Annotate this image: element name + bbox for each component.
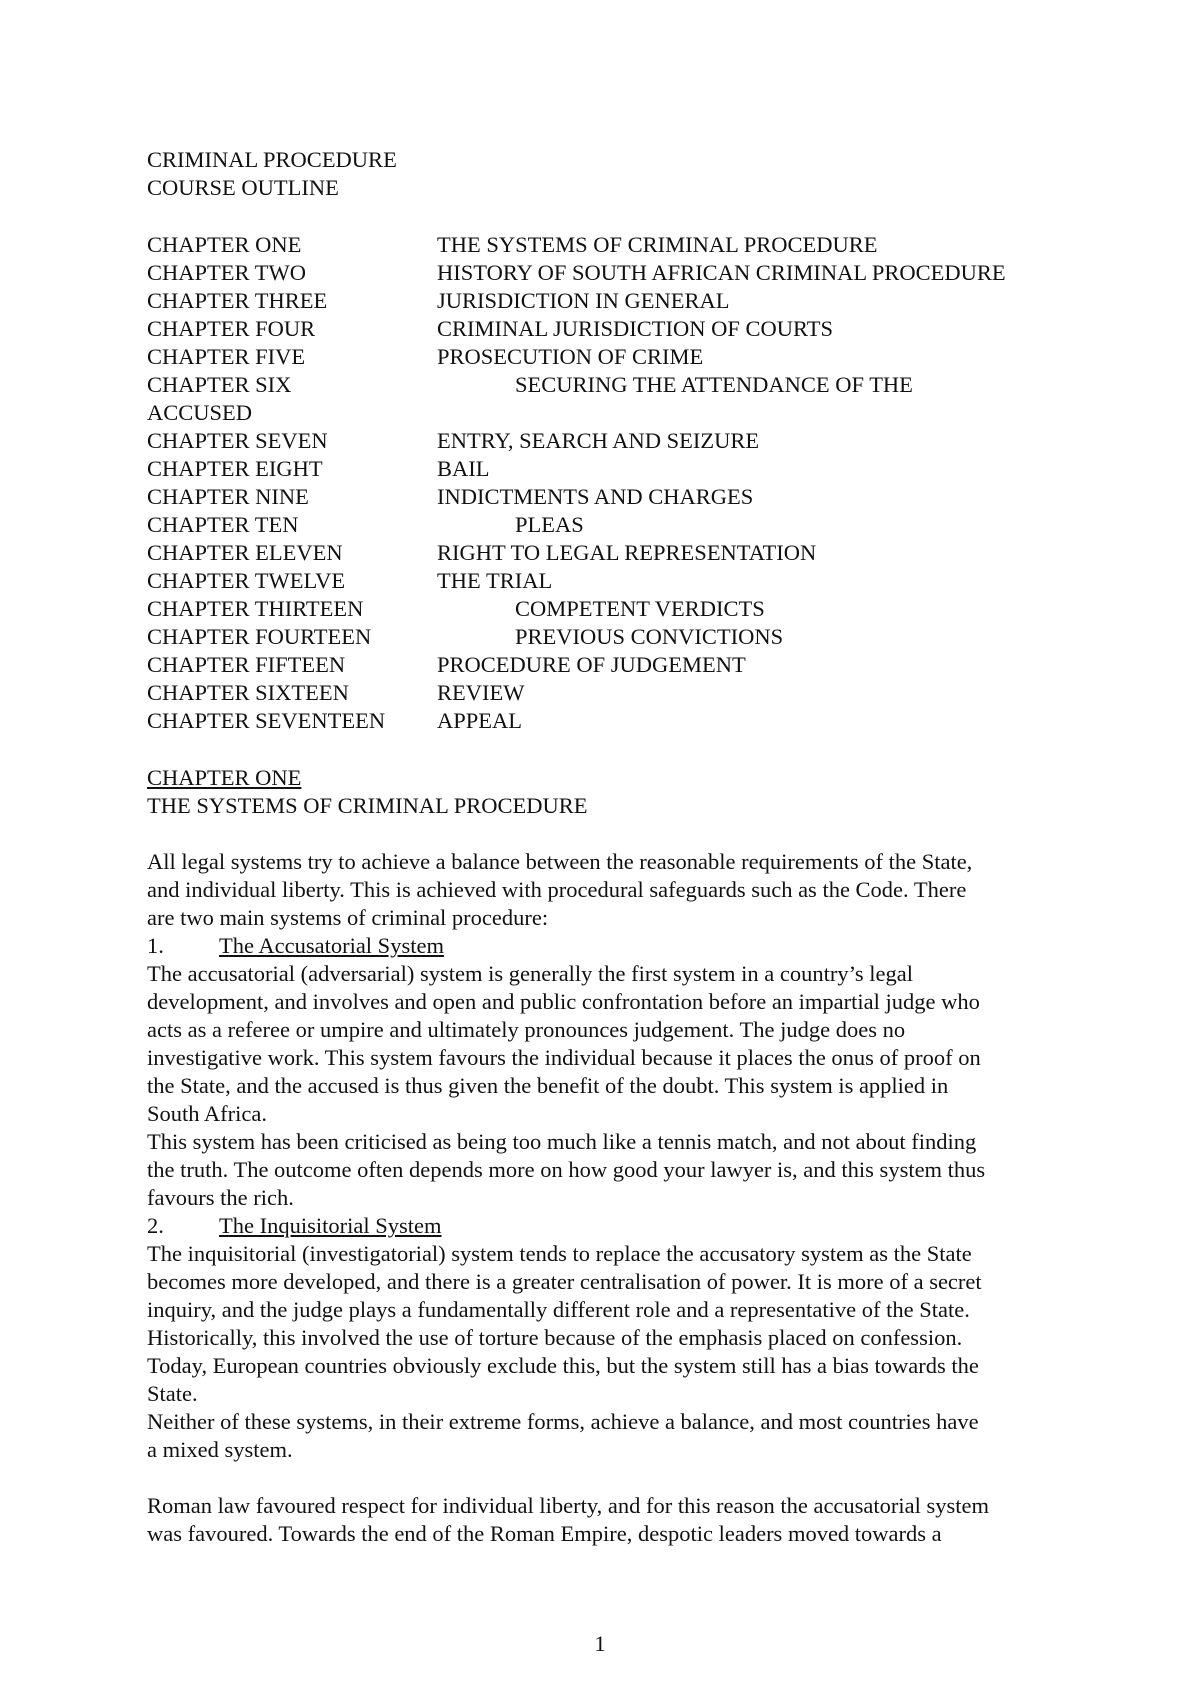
paragraph-line: investigative work. This system favours the individual because it places the onus of proof on	[147, 1045, 981, 1070]
toc-chapter: CHAPTER FOURTEEN	[147, 624, 372, 649]
chapter-title: THE SYSTEMS OF CRIMINAL PROCEDURE	[147, 793, 588, 818]
toc-title: THE TRIAL	[437, 568, 553, 593]
page-number: 1	[594, 1631, 606, 1656]
toc-chapter: CHAPTER FIFTEEN	[147, 652, 346, 677]
paragraph-line: favours the rich.	[147, 1185, 294, 1210]
toc-title: ENTRY, SEARCH AND SEIZURE	[437, 428, 760, 453]
paragraph-line: All legal systems try to achieve a balance between the reasonable requirements of the State,	[147, 849, 973, 874]
toc-chapter: CHAPTER THIRTEEN	[147, 596, 364, 621]
toc-title: INDICTMENTS AND CHARGES	[437, 484, 754, 509]
item-heading: The Inquisitorial System	[219, 1213, 442, 1238]
toc-title: BAIL	[437, 456, 490, 481]
paragraph-line: development, and involves and open and public confrontation before an impartial judge who	[147, 989, 980, 1014]
toc-title: HISTORY OF SOUTH AFRICAN CRIMINAL PROCEDURE	[437, 260, 1006, 285]
toc-chapter: CHAPTER TWO	[147, 260, 306, 285]
paragraph-line: This system has been criticised as being too much like a tennis match, and not about finding	[147, 1129, 977, 1154]
toc-title: REVIEW	[437, 680, 525, 705]
toc-title: JURISDICTION IN GENERAL	[437, 288, 730, 313]
item-heading: The Accusatorial System	[219, 933, 444, 958]
paragraph-line: The accusatorial (adversarial) system is generally the first system in a country’s legal	[147, 961, 913, 986]
toc-chapter: CHAPTER SEVENTEEN	[147, 708, 386, 733]
toc-title: THE SYSTEMS OF CRIMINAL PROCEDURE	[437, 232, 878, 257]
toc-chapter: CHAPTER EIGHT	[147, 456, 323, 481]
paragraph-line: and individual liberty. This is achieved with procedural safeguards such as the Code. There	[147, 877, 967, 902]
paragraph-line: Roman law favoured respect for individual liberty, and for this reason the accusatorial system	[147, 1493, 990, 1518]
toc-chapter: CHAPTER SEVEN	[147, 428, 328, 453]
paragraph-line: becomes more developed, and there is a greater centralisation of power. It is more of a secret	[147, 1269, 982, 1294]
paragraph-line: Historically, this involved the use of torture because of the emphasis placed on confession.	[147, 1325, 963, 1350]
paragraph-line: State.	[147, 1381, 198, 1406]
chapter-heading: CHAPTER ONE	[147, 765, 302, 790]
toc-chapter: CHAPTER TWELVE	[147, 568, 346, 593]
paragraph-line: the truth. The outcome often depends more on how good your lawyer is, and this system thus	[147, 1157, 986, 1182]
paragraph-line: inquiry, and the judge plays a fundamentally different role and a representative of the State.	[147, 1297, 970, 1322]
toc-title-continuation: ACCUSED	[147, 400, 253, 425]
paragraph-line: the State, and the accused is thus given the benefit of the doubt. This system is applied in	[147, 1073, 949, 1098]
paragraph-line: Today, European countries obviously exclude this, but the system still has a bias towards the	[147, 1353, 979, 1378]
paragraph-line: South Africa.	[147, 1101, 267, 1126]
document-subtitle: COURSE OUTLINE	[147, 175, 339, 200]
paragraph-line: Neither of these systems, in their extreme forms, achieve a balance, and most countries have	[147, 1409, 979, 1434]
paragraph-line: a mixed system.	[147, 1437, 293, 1462]
toc-chapter: CHAPTER SIX	[147, 372, 292, 397]
toc-title: PLEAS	[515, 512, 584, 537]
paragraph-line: was favoured. Towards the end of the Roman Empire, despotic leaders moved towards a	[147, 1521, 942, 1546]
toc-chapter: CHAPTER FOUR	[147, 316, 316, 341]
toc-title: APPEAL	[437, 708, 523, 733]
paragraph-line: acts as a referee or umpire and ultimately pronounces judgement. The judge does no	[147, 1017, 906, 1042]
item-number: 1.	[147, 933, 164, 958]
toc-chapter: CHAPTER FIVE	[147, 344, 306, 369]
toc-title: RIGHT TO LEGAL REPRESENTATION	[437, 540, 817, 565]
toc-chapter: CHAPTER ELEVEN	[147, 540, 343, 565]
document-title: CRIMINAL PROCEDURE	[147, 147, 397, 172]
toc-chapter: CHAPTER NINE	[147, 484, 309, 509]
toc-title: SECURING THE ATTENDANCE OF THE	[515, 372, 913, 397]
toc-title: PROSECUTION OF CRIME	[437, 344, 704, 369]
toc-chapter: CHAPTER TEN	[147, 512, 299, 537]
toc-chapter: CHAPTER SIXTEEN	[147, 680, 349, 705]
paragraph-line: are two main systems of criminal procedure:	[147, 905, 549, 930]
paragraph-line: The inquisitorial (investigatorial) system tends to replace the accusatory system as the State	[147, 1241, 972, 1266]
item-number: 2.	[147, 1213, 164, 1238]
toc-title: COMPETENT VERDICTS	[515, 596, 765, 621]
toc-chapter: CHAPTER ONE	[147, 232, 302, 257]
toc-title: CRIMINAL JURISDICTION OF COURTS	[437, 316, 833, 341]
toc-title: PREVIOUS CONVICTIONS	[515, 624, 784, 649]
toc-chapter: CHAPTER THREE	[147, 288, 328, 313]
toc-title: PROCEDURE OF JUDGEMENT	[437, 652, 746, 677]
